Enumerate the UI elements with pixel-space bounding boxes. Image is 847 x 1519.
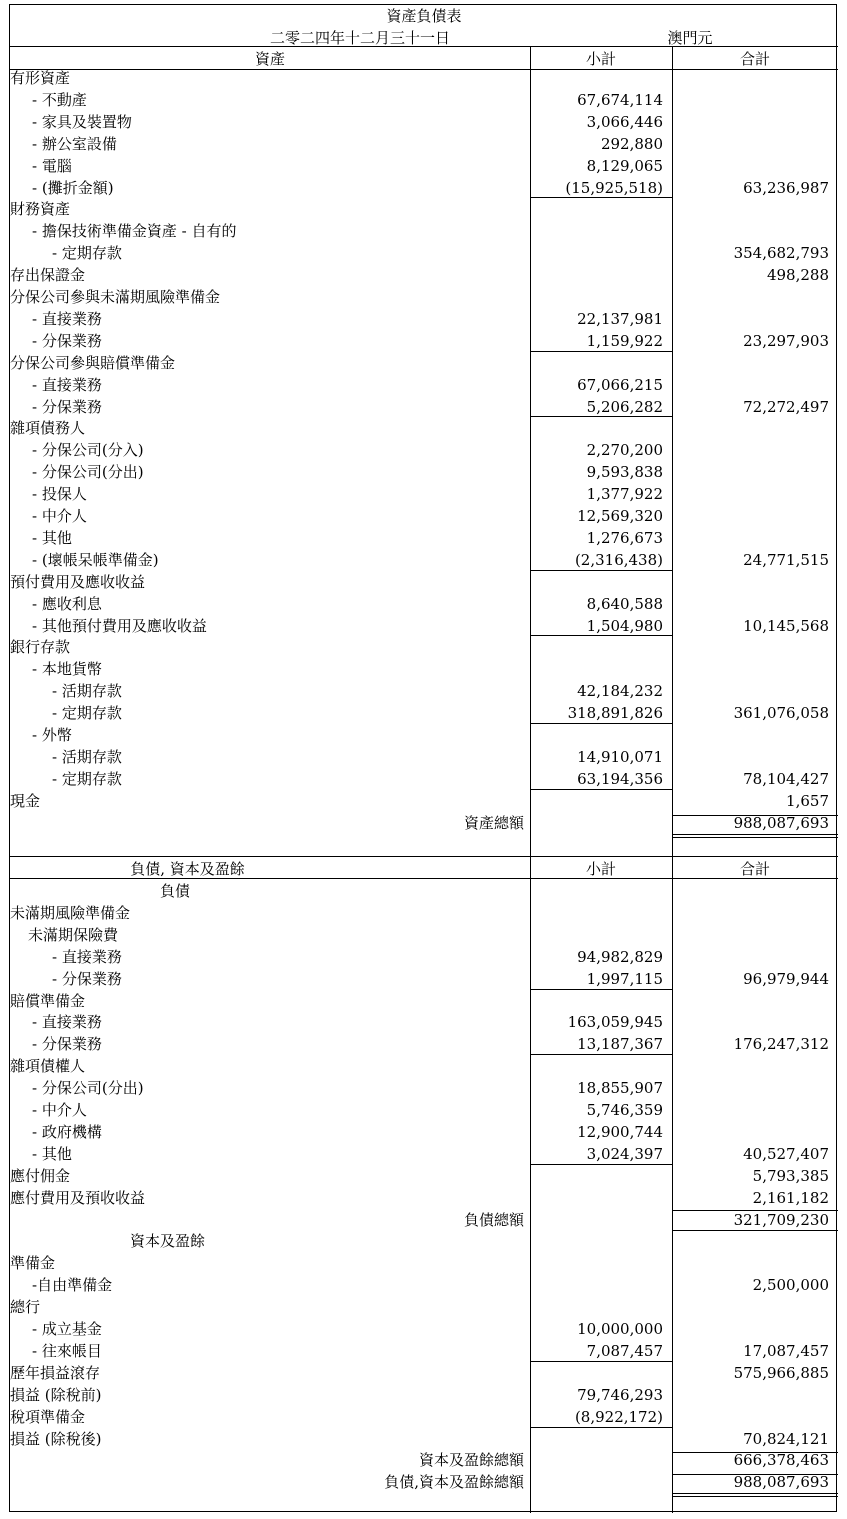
total-rule	[672, 1230, 838, 1231]
row-subtotal: 94,982,829	[577, 947, 663, 966]
row-label: - 定期存款	[52, 769, 122, 788]
report-title: 資產負債表	[386, 7, 462, 25]
row-subtotal: 8,129,065	[586, 156, 663, 175]
row-total: 321,709,230	[733, 1210, 829, 1229]
row-label: - 分保業務	[32, 331, 102, 350]
total-rule	[672, 1493, 838, 1494]
row-label: 未滿期風險準備金	[10, 903, 131, 922]
total-rule	[672, 815, 838, 816]
row-subtotal: 18,855,907	[577, 1079, 663, 1098]
row-label: - 不動產	[32, 90, 87, 109]
row-label: - 辦公室設備	[32, 134, 117, 153]
row-label: - 政府機構	[32, 1122, 102, 1141]
currency-label: 澳門元	[667, 29, 713, 47]
row-total: 2,161,182	[752, 1188, 829, 1207]
liabilities-header-underline	[10, 878, 838, 879]
liabilities-total-header: 合計	[739, 860, 770, 878]
row-subtotal: (2,316,438)	[574, 550, 663, 569]
assets-total-value: 988,087,693	[733, 814, 829, 832]
row-subtotal: 22,137,981	[577, 309, 663, 328]
row-total: 63,236,987	[743, 178, 829, 197]
row-total: 5,793,385	[752, 1166, 829, 1185]
row-label: - 往來帳目	[32, 1341, 102, 1360]
assets-header: 資產	[254, 50, 285, 68]
total-rule	[672, 1210, 838, 1211]
row-subtotal: 8,640,588	[586, 594, 663, 613]
row-total: 96,979,944	[743, 969, 829, 988]
row-subtotal: 67,674,114	[577, 90, 663, 109]
row-label: 負債,資本及盈餘總額	[384, 1473, 524, 1492]
row-subtotal: 42,184,232	[577, 682, 663, 701]
row-label: - 分保業務	[52, 969, 122, 988]
row-total: 72,272,497	[743, 397, 829, 416]
row-subtotal: 1,377,922	[586, 485, 663, 504]
title-underline	[10, 46, 838, 47]
row-total: 23,297,903	[743, 331, 829, 350]
balance-sheet	[9, 4, 837, 1512]
row-subtotal: 1,504,980	[586, 616, 663, 635]
row-subtotal: 10,000,000	[577, 1320, 663, 1338]
row-subtotal: (15,925,518)	[565, 178, 663, 197]
row-label: - 其他	[32, 528, 72, 547]
row-label: - 分保公司(分出)	[32, 463, 144, 482]
row-label: 有形資產	[10, 69, 71, 87]
row-label: - 直接業務	[52, 947, 122, 966]
row-label: 賠償準備金	[10, 991, 86, 1010]
row-label: 損益 (除稅前)	[10, 1385, 102, 1404]
row-label: - 直接業務	[32, 1013, 102, 1032]
row-total: 24,771,515	[743, 550, 829, 569]
row-label: - 活期存款	[52, 747, 122, 766]
row-label: - 其他	[32, 1144, 72, 1163]
row-label: 負債	[160, 882, 191, 900]
row-label: 資本及盈餘	[130, 1232, 206, 1251]
row-label: 歷年損益滾存	[10, 1363, 101, 1382]
row-label: 分保公司參與未滿期風險準備金	[10, 288, 221, 306]
row-label: 雜項債務人	[10, 419, 86, 438]
row-subtotal: 1,997,115	[586, 969, 663, 988]
row-subtotal: 12,569,320	[577, 507, 663, 525]
subtotal-rule	[530, 989, 672, 990]
row-label: - 分保業務	[32, 397, 102, 416]
row-label: - 分保業務	[32, 1035, 102, 1054]
row-subtotal: 7,087,457	[586, 1341, 663, 1360]
row-total: 354,682,793	[733, 244, 829, 263]
row-label: - 投保人	[32, 485, 87, 504]
row-label: 預付費用及應收收益	[10, 572, 146, 591]
row-label: 財務資產	[10, 200, 71, 219]
row-total: 17,087,457	[743, 1341, 829, 1360]
row-label: 雜項債權人	[10, 1057, 86, 1076]
row-subtotal: 5,206,282	[586, 397, 663, 416]
row-label: 負債總額	[463, 1210, 524, 1229]
row-subtotal: 163,059,945	[567, 1013, 663, 1032]
row-total: 498,288	[766, 266, 829, 285]
row-total: 666,378,463	[733, 1451, 829, 1470]
row-total: 78,104,427	[743, 769, 829, 788]
row-label: - 應收利息	[32, 594, 102, 613]
subtotal-rule	[530, 1427, 672, 1428]
subtotal-rule	[530, 197, 672, 198]
subtotal-rule	[530, 1054, 672, 1055]
row-total: 575,966,885	[733, 1363, 829, 1382]
row-subtotal: 1,159,922	[586, 331, 663, 350]
row-subtotal: 3,066,446	[586, 112, 663, 131]
assets-total-label: 資產總額	[463, 814, 524, 832]
subtotal-rule	[530, 1164, 672, 1165]
row-label: 資本及盈餘總額	[418, 1451, 524, 1470]
subtotal-rule	[530, 1361, 672, 1362]
row-label: 應付費用及預收收益	[10, 1188, 146, 1207]
liabilities-header: 負債, 資本及盈餘	[130, 860, 245, 878]
row-label: -自由準備金	[32, 1276, 113, 1295]
row-subtotal: 67,066,215	[577, 375, 663, 394]
assets-total-header: 合計	[739, 50, 770, 68]
report-date: 二零二四年十二月三十一日	[269, 29, 450, 47]
row-subtotal: 9,593,838	[586, 463, 663, 482]
row-label: - 活期存款	[52, 682, 122, 701]
row-label: 應付佣金	[10, 1166, 71, 1185]
row-subtotal: 1,276,673	[586, 528, 663, 547]
row-label: 銀行存款	[10, 638, 71, 657]
subtotal-rule	[530, 416, 672, 417]
total-rule	[672, 1496, 838, 1497]
row-subtotal: (8,922,172)	[574, 1407, 663, 1426]
liabilities-subtotal-header: 小計	[585, 860, 616, 878]
row-label: 總行	[10, 1298, 41, 1317]
row-label: - (攤折金額)	[32, 178, 114, 197]
subtotal-rule	[530, 570, 672, 571]
row-label: 損益 (除稅後)	[10, 1429, 102, 1448]
row-label: 存出保證金	[10, 266, 86, 285]
row-total: 988,087,693	[733, 1473, 829, 1492]
subtotal-rule	[530, 351, 672, 352]
row-subtotal: 2,270,200	[586, 441, 663, 460]
row-total: 70,824,121	[743, 1429, 829, 1448]
row-label: - 直接業務	[32, 375, 102, 394]
row-label: - 本地貨幣	[32, 660, 102, 679]
row-label: 分保公司參與賠償準備金	[10, 353, 176, 372]
row-label: - 其他預付費用及應收收益	[32, 616, 207, 635]
subtotal-rule	[530, 789, 672, 790]
row-total: 361,076,058	[733, 704, 829, 723]
row-subtotal: 14,910,071	[577, 747, 663, 766]
row-label: - 直接業務	[32, 309, 102, 328]
total-rule	[672, 837, 838, 838]
row-total: 176,247,312	[733, 1035, 829, 1054]
subtotal-rule	[530, 723, 672, 724]
assets-col-divider	[672, 46, 673, 856]
row-total: 10,145,568	[743, 616, 829, 635]
row-label: - 分保公司(分入)	[32, 441, 144, 460]
row-label: - 家具及裝置物	[32, 112, 132, 131]
row-subtotal: 3,024,397	[586, 1144, 663, 1163]
row-total: 2,500,000	[752, 1276, 829, 1295]
row-label: - 定期存款	[52, 244, 122, 263]
row-subtotal: 318,891,826	[567, 704, 663, 723]
total-rule	[672, 834, 838, 835]
row-subtotal: 13,187,367	[577, 1035, 663, 1054]
row-label: - 擔保技術準備金資產 - 自有的	[32, 222, 237, 241]
row-label: - 成立基金	[32, 1320, 102, 1338]
row-subtotal: 292,880	[600, 134, 663, 153]
row-label: - (壞帳呆帳準備金)	[32, 550, 159, 569]
row-label: - 分保公司(分出)	[32, 1079, 144, 1098]
row-total: 1,657	[786, 791, 829, 810]
row-subtotal: 12,900,744	[577, 1122, 663, 1141]
row-label: - 定期存款	[52, 704, 122, 723]
row-subtotal: 63,194,356	[577, 769, 663, 788]
row-label: 稅項準備金	[10, 1407, 86, 1426]
row-label: 準備金	[10, 1254, 56, 1273]
row-label: - 中介人	[32, 1101, 87, 1119]
total-rule	[672, 1474, 838, 1475]
row-label: - 中介人	[32, 507, 87, 525]
subtotal-rule	[530, 635, 672, 636]
row-subtotal: 5,746,359	[586, 1101, 663, 1119]
total-rule	[672, 1452, 838, 1453]
section-divider	[10, 856, 838, 857]
row-subtotal: 79,746,293	[577, 1385, 663, 1404]
row-label: - 外幣	[32, 726, 72, 744]
row-label: 未滿期保險費	[28, 925, 119, 944]
assets-subtotal-header: 小計	[585, 50, 616, 68]
row-label: 現金	[10, 791, 41, 810]
row-label: - 電腦	[32, 156, 72, 175]
row-total: 40,527,407	[743, 1144, 829, 1163]
